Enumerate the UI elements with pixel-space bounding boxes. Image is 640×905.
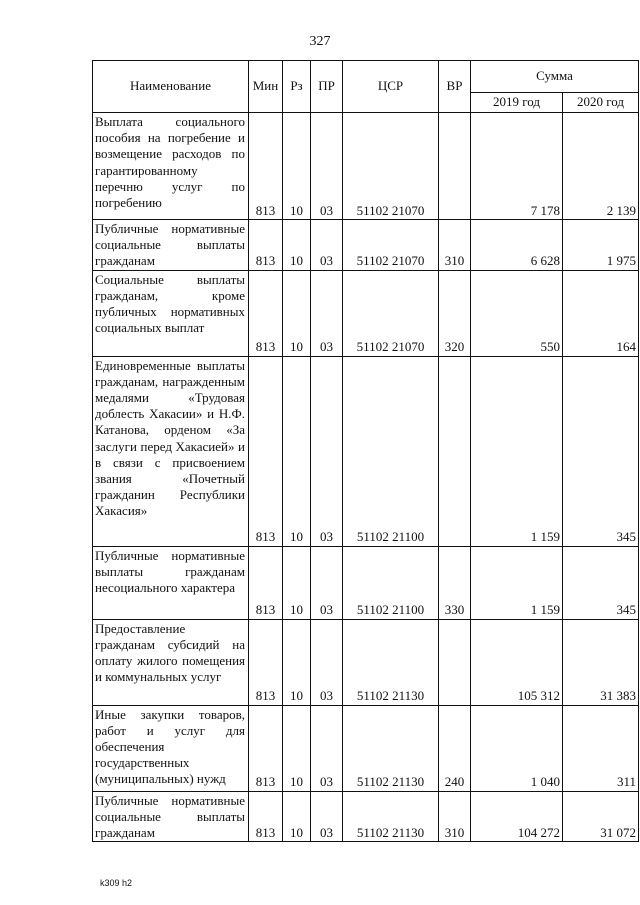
- table-row: [93, 356, 639, 546]
- row-min: 813: [249, 705, 283, 791]
- row-vr: 330: [439, 546, 471, 619]
- col-header-year-2019: 2019 год: [471, 93, 563, 113]
- footer-code: k309 h2: [100, 878, 133, 888]
- row-name: Публичные нормативные социальные выплаты гражданам: [93, 791, 249, 842]
- row-vr: [439, 619, 471, 705]
- row-name: Публичные нормативные социальные выплаты гражданам: [93, 220, 249, 271]
- row-name: Публичные нормативные выплаты гражданам несоциального характера: [93, 546, 249, 619]
- row-vr: 240: [439, 705, 471, 791]
- row-min: 813: [249, 356, 283, 546]
- col-header-sum: Сумма: [471, 61, 639, 93]
- row-pr: 03: [311, 270, 343, 356]
- row-min: 813: [249, 270, 283, 356]
- row-pr: 03: [311, 705, 343, 791]
- row-rz: 10: [283, 113, 311, 220]
- row-sum-2020: 1 975: [563, 220, 639, 271]
- row-vr: [439, 113, 471, 220]
- row-sum-2019: 550: [471, 270, 563, 356]
- table-row: [93, 113, 639, 220]
- row-min: 813: [249, 113, 283, 220]
- row-name: Единовременные выплаты гражданам, награжденным медалями «Трудовая доблесть Хакасии» и Н.Ф. Катанова, орденом «За заслуги перед Хакасией» и в связи с присвоением звания «Почетный гражданин Республики Хакасия»: [93, 356, 249, 546]
- row-rz: 10: [283, 546, 311, 619]
- table-row: [93, 791, 639, 842]
- col-header-name: Наименование: [93, 61, 249, 113]
- row-vr: [439, 356, 471, 546]
- row-rz: 10: [283, 705, 311, 791]
- col-header-rz: Рз: [283, 61, 311, 113]
- row-min: 813: [249, 546, 283, 619]
- row-sum-2019: 7 178: [471, 113, 563, 220]
- row-csr: 51102 21130: [343, 705, 439, 791]
- row-sum-2019: 104 272: [471, 791, 563, 842]
- row-vr: 320: [439, 270, 471, 356]
- row-csr: 51102 21130: [343, 619, 439, 705]
- row-sum-2020: 311: [563, 705, 639, 791]
- row-name: Выплата социального пособия на погребение и возмещение расходов по гарантированному перечню услуг по погребению: [93, 113, 249, 220]
- row-sum-2019: 105 312: [471, 619, 563, 705]
- row-name: Предоставление гражданам субсидий на оплату жилого помещения и коммунальных услуг: [93, 619, 249, 705]
- row-name: Иные закупки товаров, работ и услуг для обеспечения государственных (муниципальных) нужд: [93, 705, 249, 791]
- col-header-min: Мин: [249, 61, 283, 113]
- page-number: 327: [309, 34, 331, 49]
- row-pr: 03: [311, 356, 343, 546]
- row-sum-2020: 31 383: [563, 619, 639, 705]
- row-vr: 310: [439, 220, 471, 271]
- row-csr: 51102 21070: [343, 113, 439, 220]
- row-min: 813: [249, 791, 283, 842]
- row-csr: 51102 21130: [343, 791, 439, 842]
- col-header-year-2020: 2020 год: [563, 93, 639, 113]
- col-header-vr: ВР: [439, 61, 471, 113]
- row-csr: 51102 21100: [343, 546, 439, 619]
- col-header-csr: ЦСР: [343, 61, 439, 113]
- row-min: 813: [249, 220, 283, 271]
- table-row: [93, 270, 639, 356]
- col-header-pr: ПР: [311, 61, 343, 113]
- row-name: Социальные выплаты гражданам, кроме публичных нормативных социальных выплат: [93, 270, 249, 356]
- row-csr: 51102 21070: [343, 220, 439, 271]
- row-sum-2020: 164: [563, 270, 639, 356]
- row-min: 813: [249, 619, 283, 705]
- row-rz: 10: [283, 270, 311, 356]
- row-sum-2019: 1 159: [471, 356, 563, 546]
- row-sum-2020: 345: [563, 546, 639, 619]
- row-pr: 03: [311, 546, 343, 619]
- row-csr: 51102 21100: [343, 356, 439, 546]
- row-rz: 10: [283, 791, 311, 842]
- row-vr: 310: [439, 791, 471, 842]
- table-row: [93, 705, 639, 791]
- row-rz: 10: [283, 619, 311, 705]
- budget-table: [92, 60, 639, 842]
- row-csr: 51102 21070: [343, 270, 439, 356]
- row-rz: 10: [283, 220, 311, 271]
- row-pr: 03: [311, 619, 343, 705]
- row-sum-2019: 1 159: [471, 546, 563, 619]
- row-sum-2019: 6 628: [471, 220, 563, 271]
- row-pr: 03: [311, 791, 343, 842]
- table-row: [93, 546, 639, 619]
- row-pr: 03: [311, 220, 343, 271]
- row-pr: 03: [311, 113, 343, 220]
- table-row: [93, 220, 639, 271]
- row-sum-2020: 2 139: [563, 113, 639, 220]
- row-sum-2020: 345: [563, 356, 639, 546]
- row-rz: 10: [283, 356, 311, 546]
- row-sum-2020: 31 072: [563, 791, 639, 842]
- table-row: [93, 619, 639, 705]
- row-sum-2019: 1 040: [471, 705, 563, 791]
